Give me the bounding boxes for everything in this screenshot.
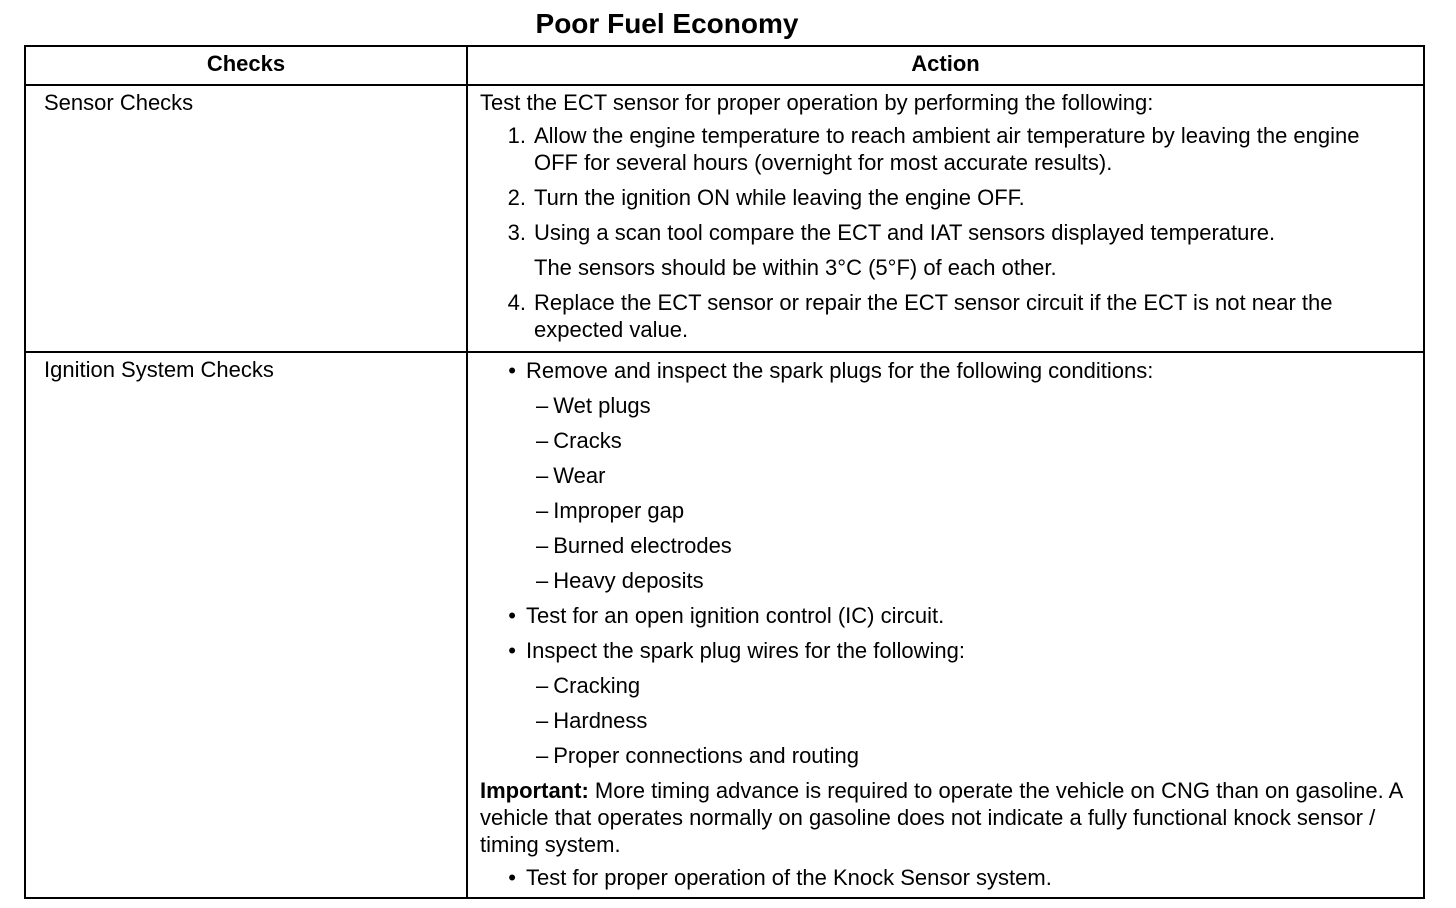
bullet-text: Remove and inspect the spark plugs for the following conditions:	[526, 358, 1154, 383]
dash-icon: –	[536, 533, 549, 558]
bullet-text: Test for an open ignition control (IC) circuit.	[526, 603, 945, 628]
spark-plug-wire-checks-list	[526, 672, 1409, 769]
step-number: 3.	[507, 220, 526, 245]
dash-item-text: Wear	[553, 463, 606, 488]
dash-icon: –	[536, 393, 549, 418]
bullet-item	[480, 864, 1409, 891]
bullet-item	[480, 357, 1409, 594]
bullet-icon: •	[508, 603, 516, 628]
dash-icon: –	[536, 743, 549, 768]
step-item	[480, 184, 1409, 211]
knock-sensor-bullet-list	[480, 864, 1409, 891]
dash-icon: –	[536, 708, 549, 733]
dash-item-text: Improper gap	[553, 498, 685, 523]
dash-item-text: Cracks	[553, 428, 622, 453]
action-cell-ignition	[467, 352, 1424, 898]
dash-item	[526, 497, 1409, 524]
diagnostic-table	[24, 45, 1425, 899]
table-row-ignition-checks	[25, 352, 1424, 898]
dash-icon: –	[536, 498, 549, 523]
dash-item-text: Hardness	[553, 708, 648, 733]
dash-icon: –	[536, 568, 549, 593]
dash-item	[526, 742, 1409, 769]
important-note	[480, 777, 1409, 858]
dash-item	[526, 532, 1409, 559]
action-cell-sensor	[467, 85, 1424, 352]
bullet-icon: •	[508, 358, 516, 383]
sensor-steps-list	[480, 122, 1409, 343]
important-label: Important:	[480, 778, 589, 803]
page-title: Poor Fuel Economy	[535, 8, 799, 39]
dash-item	[526, 567, 1409, 594]
dash-item	[526, 707, 1409, 734]
step-note: The sensors should be within 3°C (5°F) of each other.	[534, 255, 1057, 280]
bullet-text: Inspect the spark plug wires for the following:	[526, 638, 966, 663]
check-label-ignition: Ignition System Checks	[25, 352, 467, 898]
dash-item-text: Heavy deposits	[553, 568, 704, 593]
dash-item-text: Proper connections and routing	[553, 743, 860, 768]
dash-item-text: Wet plugs	[553, 393, 651, 418]
check-label-sensor: Sensor Checks	[25, 85, 467, 352]
table-header-row	[25, 46, 1424, 85]
dash-item	[526, 392, 1409, 419]
important-text: More timing advance is required to operate the vehicle on CNG than on gasoline. A vehicle that operates normally on gasoline does not indicate a fully functional knock sensor / timing system.	[480, 778, 1403, 857]
step-text: Allow the engine temperature to reach ambient air temperature by leaving the engine OFF for several hours (overnight for most accurate results).	[534, 123, 1360, 175]
step-number: 4.	[507, 290, 526, 315]
step-number: 1.	[507, 123, 526, 148]
dash-item-text: Burned electrodes	[553, 533, 732, 558]
step-text: Using a scan tool compare the ECT and IAT sensors displayed temperature.	[534, 220, 1276, 245]
step-item	[480, 219, 1409, 281]
bullet-icon: •	[508, 638, 516, 663]
spark-plug-conditions-list	[526, 392, 1409, 594]
column-header-checks: Checks	[25, 46, 467, 85]
dash-icon: –	[536, 428, 549, 453]
step-text: Turn the ignition ON while leaving the engine OFF.	[534, 185, 1025, 210]
step-item	[480, 122, 1409, 176]
dash-item	[526, 427, 1409, 454]
step-number: 2.	[507, 185, 526, 210]
bullet-text: Test for proper operation of the Knock Sensor system.	[526, 865, 1052, 890]
column-header-action: Action	[467, 46, 1424, 85]
table-row-sensor-checks	[25, 85, 1424, 352]
step-text: Replace the ECT sensor or repair the ECT sensor circuit if the ECT is not near the expected value.	[534, 290, 1333, 342]
bullet-item	[480, 602, 1409, 629]
bullet-item	[480, 637, 1409, 769]
dash-icon: –	[536, 673, 549, 698]
step-item	[480, 289, 1409, 343]
dash-item	[526, 462, 1409, 489]
dash-item	[526, 672, 1409, 699]
dash-item-text: Cracking	[553, 673, 641, 698]
sensor-intro-text: Test the ECT sensor for proper operation by performing the following:	[480, 90, 1154, 115]
ignition-bullet-list	[480, 357, 1409, 769]
dash-icon: –	[536, 463, 549, 488]
bullet-icon: •	[508, 865, 516, 890]
